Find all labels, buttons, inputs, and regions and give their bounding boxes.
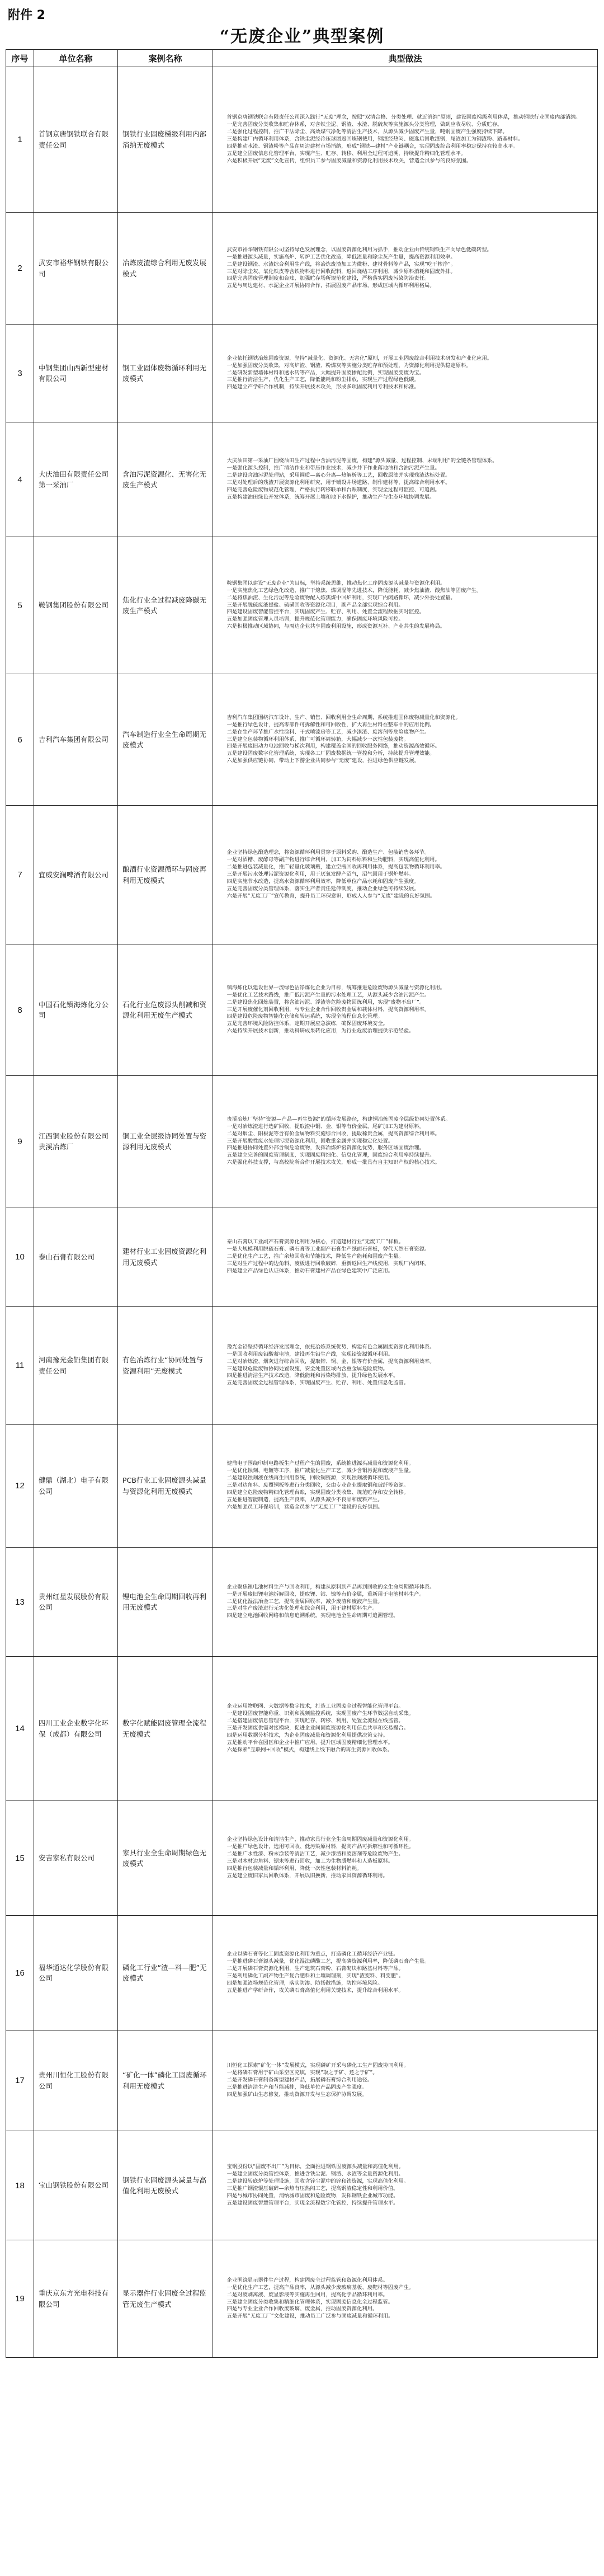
row-number: 6	[6, 674, 34, 806]
table-row	[6, 1657, 598, 1801]
practice-paragraph: 四是推行包装减量和循环利用，降低一次性包装材料消耗。	[226, 1865, 362, 1872]
typical-practice	[213, 537, 598, 674]
practice-paragraph: 二是对废剥离液、废显影液等实施再生回用，提高化学品循环利用率。	[226, 2291, 388, 2298]
case-name: 钢铁行业固废源头减量与高值化利用无废模式	[118, 2131, 213, 2240]
row-number: 13	[6, 1548, 34, 1657]
practice-paragraph: 一是完善固废分类收集和贮存体系，对含铁尘泥、钢渣、水渣、脱硫灰等实施源头分类管理，做到应收尽收、分质贮存。	[226, 121, 503, 128]
typical-practice	[213, 1207, 598, 1307]
typical-practice	[213, 674, 598, 806]
practice-paragraph: 二是推进包装减量化，推广轻量化玻璃瓶，建立空瓶回收再利用体系，提高包装物循环利用率。	[226, 864, 446, 871]
typical-practice	[213, 1307, 598, 1425]
practice-paragraph: 贵溪冶炼厂坚持“资源—产品—再生资源”的循环发展路径，构建铜冶炼固废全层级协同处置体系。	[226, 1116, 451, 1122]
row-number: 3	[6, 325, 34, 422]
row-number: 11	[6, 1307, 34, 1425]
practice-paragraph: 五是推动平台在园区和企业中推广应用，提升区域固废精细化管理水平。	[226, 1739, 394, 1746]
practice-paragraph: 三是建设危险废物协同处置设施，安全处置区域内含重金属危险废物。	[226, 1365, 388, 1372]
practice-paragraph: 五是完善环境风险防控体系，定期开展应急演练，确保固废环境安全。	[226, 1021, 388, 1027]
case-name: 汽车制造行业全生命周期无废模式	[118, 674, 213, 806]
table-row	[6, 67, 598, 213]
practice-paragraph: 企业以磷石膏等化工固废资源化利用为重点，打造磷化工循环经济产业链。	[226, 1951, 399, 1958]
unit-name: 宜威安澜啤酒有限公司	[34, 806, 118, 944]
row-number: 14	[6, 1657, 34, 1801]
practice-paragraph: 一是建立固废分类管控体系，推进含铁尘泥、钢渣、水渣等全量资源化利用。	[226, 2171, 404, 2178]
case-name: 含油污泥资源化、无害化无废生产模式	[118, 422, 213, 537]
unit-name: 中国石化镇海炼化分公司	[34, 944, 118, 1076]
practice-paragraph: 二是对冶炼渣、烟灰进行综合回收，提取锌、铜、金、银等有价金属，提高资源利用效率。	[226, 1358, 435, 1365]
table-row	[6, 2030, 598, 2131]
row-number: 2	[6, 213, 34, 325]
practice-paragraph: 三是开展污水处理污泥资源化利用，用于厌氧发酵产沼气，沼气回用于锅炉燃料。	[226, 871, 414, 878]
row-number: 7	[6, 806, 34, 944]
practice-paragraph: 吉利汽车集团围绕汽车设计、生产、销售、回收利用全生命周期，系统推进固体废物减量化和资源化。	[226, 714, 461, 721]
unit-name: 安吉家私有限公司	[34, 1801, 118, 1916]
practice-paragraph: 一是加强固废分类收集，对高炉渣、钢渣、粉煤灰等实施分类贮存和预处理，为资源化利用提供稳定原料。	[226, 362, 471, 369]
table-row	[6, 1801, 598, 1916]
typical-practice	[213, 67, 598, 213]
document-title: “无废企业”典型案例	[219, 27, 385, 46]
typical-practice	[213, 1657, 598, 1801]
practice-paragraph: 二是优化生产工艺，推广余热回收和节能技术，降低生产能耗和固废产生量。	[226, 1253, 404, 1260]
unit-name: 武安市裕华钢铁有限公司	[34, 213, 118, 325]
practice-paragraph: 五是构建油田绿色开发体系，统筹开展土壤和地下水保护，推动生产与生态环境协调发展。	[226, 493, 435, 500]
table-row	[6, 1207, 598, 1307]
practice-paragraph: 四是与专业企业合作回收废玻璃、废金属，推动固废资源化利用。	[226, 2306, 378, 2312]
practice-paragraph: 五是建设固废智慧管理平台，实现全流程数字化管控，持续提升管理水平。	[226, 2199, 399, 2206]
col-header-no: 序号	[6, 50, 34, 67]
row-number: 18	[6, 2131, 34, 2240]
table-row	[6, 2240, 598, 2358]
practice-paragraph: 一是推行绿色设计，提高零部件可拆解性和可回收性，扩大再生材料在整车中的应用比例。	[226, 721, 435, 728]
unit-name: 福华通达化学股份有限公司	[34, 1916, 118, 2030]
practice-paragraph: 四是与城市协同处置，消纳城市固废和危险废物，发挥钢铁企业城市功能。	[226, 2192, 399, 2199]
practice-paragraph: 六是强化科技支撑，与高校院所合作开展技术攻关，形成一批具有自主知识产权的核心技术。	[226, 1159, 440, 1166]
practice-paragraph: 五是加强固废管理人员培训，提升规范化管理能力，确保固废环境风险可控。	[226, 616, 404, 623]
row-number: 17	[6, 2030, 34, 2131]
table-row	[6, 537, 598, 674]
table-row	[6, 325, 598, 422]
practice-paragraph: 一是推进磷石膏源头减量，优化湿法磷酸工艺，提高磷资源利用率，降低磷石膏产生量。	[226, 1958, 430, 1965]
practice-paragraph: 泰山石膏以工业副产石膏资源化利用为核心，打造建材行业“无废工厂”样板。	[226, 1239, 404, 1245]
practice-paragraph: 二是建设焦化回炼装置，将含油污泥、浮渣等危险废物回炼利用，实现“废物不出厂”。	[226, 999, 425, 1005]
case-name: 数字化赋能固废管理全流程无废模式	[118, 1657, 213, 1801]
row-number: 16	[6, 1916, 34, 2030]
practice-paragraph: 一是建设固废智能称重、识别和视频监控系统，实现固废产生环节数据自动采集。	[226, 1710, 414, 1717]
case-name: 钢铁行业固废梯级利用内部消纳无废模式	[118, 67, 213, 213]
practice-paragraph: 四是完善固废管理制度和台账，加强贮存场所规范化建设，严格落实固废污染防治责任。	[226, 275, 430, 282]
practice-paragraph: 一是对冶炼渣进行选矿回收，提取渣中铜、金、银等有价金属，尾矿加工为建材原料。	[226, 1123, 424, 1130]
case-name: PCB行业工业固废源头减量与资源化利用无废模式	[118, 1425, 213, 1548]
row-number: 15	[6, 1801, 34, 1916]
practice-paragraph: 二是推广水性漆、粉末涂装等清洁工艺，减少漆渣和废溶剂等危险废物产生。	[226, 1851, 404, 1858]
practice-paragraph: 二是强化过程控制，推广干法除尘、高效煤气净化等清洁生产技术，从源头减少固废产生量，吨钢固废产生强度持续下降。	[226, 129, 508, 135]
practice-paragraph: 一是推广绿色设计，选用可回收、低污染原材料，提高产品可拆解性和可循环性。	[226, 1844, 414, 1850]
unit-name: 泰山石膏有限公司	[34, 1207, 118, 1307]
practice-paragraph: 二是建设蚀刻液在线再生回用系统，回收铜资源，实现蚀刻液循环使用。	[226, 1475, 394, 1482]
practice-paragraph: 三是对处理后的残渣开展资源化利用研究，用于铺设井场道路、制作建材等，提高综合利用水平。	[226, 480, 451, 486]
practice-paragraph: 三是开展酸性废水处理污泥资源化利用，回收重金属并实现稳定化处置。	[226, 1137, 394, 1144]
practice-paragraph: 四是加强矿山生态修复，推动资源开发与生态保护协调发展。	[226, 2091, 367, 2098]
unit-name: 鞍钢集团股份有限公司	[34, 537, 118, 674]
practice-paragraph: 三是利用磷化工副产物生产复合肥料和土壤调理剂，实现“渣变料、料变肥”。	[226, 1973, 404, 1979]
practice-paragraph: 四是运用数据分析技术，为企业固废减量和资源化利用提供决策支持。	[226, 1732, 388, 1738]
practice-paragraph: 四是建立危险废物精细化管理台账，实现固废分类收集、规范贮存和安全转移。	[226, 1489, 409, 1496]
row-number: 8	[6, 944, 34, 1076]
practice-paragraph: 四是建设固废智能管控平台，实现固废产生、贮存、利用、处置全流程数据实时监控。	[226, 609, 424, 615]
unit-name: 重庆京东方光电科技有限公司	[34, 2240, 118, 2358]
practice-paragraph: 一是强化源头控制，推广清洁作业和带压作业技术，减少井下作业落地油和含油污泥产生量。	[226, 465, 440, 472]
practice-paragraph: 二是开展磷石膏资源化利用，生产建筑石膏粉、石膏砌块和路基材料等产品。	[226, 1966, 404, 1972]
typical-practice	[213, 2030, 598, 2131]
case-name: 石化行业危废源头削减和资源化利用无废生产模式	[118, 944, 213, 1076]
unit-name: 江西铜业股份有限公司贵溪冶炼厂	[34, 1076, 118, 1207]
row-number: 12	[6, 1425, 34, 1548]
case-name: 锂电池全生命周期回收再利用无废模式	[118, 1548, 213, 1657]
practice-paragraph: 五是与周边建材、水泥企业开展协同合作，拓展固废产品市场，形成区域内循环利用格局。	[226, 283, 435, 289]
practice-paragraph: 二是研发新型墙体材料和透水砖等产品，大幅提升固废掺配比例，实现固废变废为宝。	[226, 369, 424, 376]
practice-paragraph: 企业围绕显示器件生产过程，构建固废全过程监管和资源化利用体系。	[226, 2277, 388, 2283]
practice-paragraph: 武安市裕华钢铁有限公司坚持绿色发展理念，以固废资源化利用为抓手，推动企业由传统钢铁生产向绿色低碳转型。	[226, 246, 492, 253]
row-number: 1	[6, 67, 34, 213]
practice-paragraph: 二是将焦油渣、生化污泥等危险废物配入炼焦煤中回炉利用，实现厂内闭路循环，减少外委处置量。	[226, 594, 456, 601]
practice-paragraph: 二是开发磷石膏制备新型建材产品，拓展磷石膏综合利用途径。	[226, 2077, 372, 2084]
practice-paragraph: 四是建设危险废物智能化仓储和转运系统，实现全流程信息化管理。	[226, 1013, 383, 1020]
practice-paragraph: 三是对生产过程中的边角料、废板进行回收破碎，重新返回生产线使用，实现厂内闭环。	[226, 1260, 430, 1267]
practice-paragraph: 企业坚持绿色酿造理念，将资源循环利用贯穿于原料采购、酿造生产、包装销售各环节。	[226, 849, 430, 856]
practice-paragraph: 五是开展“无废工厂”文化建设，推动员工广泛参与固废减量和循环利用。	[226, 2313, 394, 2320]
practice-paragraph: 二是在生产环节推广水性涂料、干式喷漆房等工艺，减少漆渣、废溶剂等危险废物产生。	[226, 728, 430, 735]
practice-paragraph: 豫光金铅坚持循环经济发展理念，依托冶炼系统优势，构建有色金属固废资源化利用体系。	[226, 1343, 435, 1350]
practice-paragraph: 五是完善固废全过程管理体系，实现固废产生、贮存、利用、处置信息化监管。	[226, 1380, 409, 1386]
practice-paragraph: 首钢京唐钢铁联合有限责任公司深入践行“无废”理念，按照“双清合格、分类处理、就近消纳”原则，建设固废梯级利用体系，推动钢铁行业固废内部消纳。	[226, 114, 581, 121]
practice-paragraph: 一是回收利用废铅酸蓄电池，建设再生铅生产线，实现铅资源循环利用。	[226, 1351, 394, 1357]
practice-paragraph: 企业运用物联网、大数据等数字技术，打造工业固废全过程智能化管理平台。	[226, 1703, 404, 1710]
unit-name: 贵州红星发展股份有限公司	[34, 1548, 118, 1657]
practice-paragraph: 一是优化生产工艺，提高产品良率，从源头减少废玻璃基板、废靶材等固废产生。	[226, 2284, 414, 2291]
case-name: 磷化工行业“渣—料—肥”无废模式	[118, 1916, 213, 2030]
practice-paragraph: 六是加强员工环保培训，营造全员参与“无废工厂”建设的良好氛围。	[226, 1503, 383, 1510]
unit-name: 首钢京唐钢铁联合有限责任公司	[34, 67, 118, 213]
practice-paragraph: 三是对木材边角料、锯末等进行回收，加工为生物质燃料和人造板原料。	[226, 1858, 394, 1864]
typical-practice	[213, 1801, 598, 1916]
practice-paragraph: 四是推进清洁生产技术改造，降低能耗和污染物排放，提升绿色发展水平。	[226, 1372, 399, 1379]
typical-practice	[213, 2240, 598, 2358]
practice-paragraph: 六是探索“互联网+回收”模式，构建线上线下融合的再生资源回收体系。	[226, 1746, 393, 1753]
table-header-row	[6, 50, 598, 67]
practice-paragraph: 三是对边角料、废覆铜板等进行分类回收，交由专业企业提取铜和玻纤等资源。	[226, 1482, 409, 1489]
practice-paragraph: 五是建立完善的固废管理制度，实现固废精细化、信息化管理，固废综合利用率持续提升。	[226, 1152, 435, 1159]
practice-paragraph: 六是加强供应链协同，带动上下游企业共同参与“无废”建设，推进绿色供应链发展。	[226, 758, 419, 764]
practice-paragraph: 宝钢股份以“固废不出厂”为目标，全面推进钢铁固废源头减量和高值化利用。	[226, 2164, 404, 2170]
practice-paragraph: 二是对烟尘、阳极泥等含有价金属物料实施综合回收，提取稀贵金属，提高资源综合利用率。	[226, 1130, 440, 1137]
practice-paragraph: 五是建立废旧家具回收体系，开展以旧换新，推动家具资源循环利用。	[226, 1872, 388, 1879]
typical-practice	[213, 1425, 598, 1548]
table-row	[6, 944, 598, 1076]
practice-paragraph: 一是大规模利用脱硫石膏、磷石膏等工业副产石膏生产纸面石膏板，替代天然石膏资源。	[226, 1246, 430, 1253]
practice-paragraph: 企业依托钢铁冶炼固废资源，坚持“减量化、资源化、无害化”原则，开展工业固废综合利用技术研发和产业化应用。	[226, 355, 493, 361]
row-number: 19	[6, 2240, 34, 2358]
practice-paragraph: 二是建设含油污泥处理站，采用调质—离心分离—热解析等工艺，回收原油并实现残渣达标处置。	[226, 472, 451, 479]
practice-paragraph: 五是推进产学研合作，攻关磷石膏高值化利用关键技术，提升综合利用水平。	[226, 1987, 404, 1994]
case-name: 家具行业全生命周期绿色无废模式	[118, 1801, 213, 1916]
practice-paragraph: 四是实施节水改造，提高水资源循环利用效率，降低单位产品水耗和固废产生强度。	[226, 878, 419, 885]
unit-name: 宝山钢铁股份有限公司	[34, 2131, 118, 2240]
practice-paragraph: 三是推广钢渣辊压破碎—余热有压热闷工艺，提高钢渣稳定性和利用价值。	[226, 2185, 399, 2192]
practice-paragraph: 三是开展脱硫废液提盐、硫磺回收等资源化项目，副产品全部实现综合利用。	[226, 601, 404, 608]
practice-paragraph: 企业聚焦锂电池材料生产与回收利用，构建从原料到产品再到回收的全生命周期循环体系。	[226, 1583, 435, 1590]
unit-name: 四川工业企业数字化环保（成都）有限公司	[34, 1657, 118, 1801]
practice-paragraph: 三是对除尘灰、氧化铁皮等含铁物料进行回收配料，返回烧结工序利用，减少原料消耗和固废外排。	[226, 268, 456, 275]
practice-paragraph: 鞍钢集团以建设“无废企业”为目标，坚持系统思维，推动焦化工序固废源头减量与资源化利用。	[226, 580, 446, 586]
practice-paragraph: 三是建立固废分类收集和精细化管理体系，实现固废信息化全过程监管。	[226, 2298, 394, 2305]
practice-paragraph: 健鼎电子围绕印制电路板生产过程产生的固废，系统推进源头减量和资源化利用。	[226, 1460, 414, 1467]
table-row	[6, 2131, 598, 2240]
practice-paragraph: 镇海炼化以建设世界一流绿色洁净炼化企业为目标，统筹推进危险废物源头减量与资源化利用。	[226, 984, 446, 991]
row-number: 5	[6, 537, 34, 674]
practice-paragraph: 六是积极开展“无废”文化宣传，组织员工参与固废减量和资源化利用技术攻关，营造全员参与的良好氛围。	[226, 157, 471, 164]
practice-paragraph: 三是对生产废渣进行无害化处理和综合利用，用于建材原料生产。	[226, 1605, 378, 1612]
table-row	[6, 213, 598, 325]
col-header-case: 案例名称	[118, 50, 213, 67]
attachment-label: 附件 2	[8, 8, 45, 22]
unit-name: 贵州川恒化工股份有限公司	[34, 2030, 118, 2131]
case-name: “矿化一体”磷化工固废循环利用无废模式	[118, 2030, 213, 2131]
case-name: 建材行业工业固废资源化利用无废模式	[118, 1207, 213, 1307]
practice-paragraph: 一是推进源头减量，实施高炉、转炉工艺优化改造，降低渣量和除尘灰产生量，提高资源利用效率。	[226, 253, 456, 260]
practice-paragraph: 三是推行清洁生产，优化生产工艺，降低能耗和粉尘排放，实现生产过程绿色低碳。	[226, 377, 419, 383]
practice-paragraph: 四是推进协同处置外部含铜危险废物，发挥冶炼炉窑资源化优势，服务区域固废治理。	[226, 1145, 424, 1151]
practice-paragraph: 四是建立电池回收网络和信息追溯系统，实现电池全生命周期可追溯管理。	[226, 1613, 399, 1619]
table-row	[6, 1916, 598, 2030]
practice-paragraph: 二是搭建固废信息管理平台，实现贮存、转移、利用、处置全流程在线监管。	[226, 1718, 404, 1724]
typical-practice	[213, 2131, 598, 2240]
row-number: 9	[6, 1076, 34, 1207]
unit-name: 健鼎（湖北）电子有限公司	[34, 1425, 118, 1548]
practice-paragraph: 五是完善固废分类管理体系，落实生产者责任延伸制度，推动企业绿色可持续发展。	[226, 885, 419, 892]
practice-paragraph: 五是建设固废数字化管理系统，实现各工厂固废数据统一管控和分析，持续提升管理效能。	[226, 750, 435, 757]
practice-paragraph: 一是优化蚀刻、电镀等工序，推广减量化生产工艺，减少含铜污泥和废液产生量。	[226, 1468, 414, 1474]
table-row	[6, 1425, 598, 1548]
table-row	[6, 1548, 598, 1657]
practice-paragraph: 四是推动水渣、钢渣粉等产品在周边建材市场消纳，形成“钢铁—建材”产业链耦合，实现固废综合利用率稳定保持在较高水平。	[226, 143, 518, 149]
practice-paragraph: 三是开展废催化剂回收利用，与专业企业合作回收贵金属和载体材料，提高资源利用率。	[226, 1006, 430, 1013]
practice-paragraph: 四是加强渣场规范化管理，落实防渗、防扬散措施，防控环境风险。	[226, 1980, 383, 1986]
practice-paragraph: 一是开展废旧锂电池拆解回收，提取锂、钴、镍等有价金属，重新用于电池材料生产。	[226, 1591, 424, 1597]
practice-paragraph: 一是对酒糟、废酵母等副产物进行综合利用，加工为饲料原料和生物肥料，实现高值化利用。	[226, 857, 440, 863]
unit-name: 大庆油田有限责任公司第一采油厂	[34, 422, 118, 537]
practice-paragraph: 企业坚持绿色设计和清洁生产，推动家具行业全生命周期固废减量和资源化利用。	[226, 1836, 414, 1843]
row-number: 10	[6, 1207, 34, 1307]
table-row	[6, 422, 598, 537]
practice-paragraph: 六是持续开展技术创新，推动科研成果转化应用，为行业危废治理提供示范经验。	[226, 1028, 414, 1035]
case-name: 钢工业固体废物循环利用无废模式	[118, 325, 213, 422]
practice-paragraph: 三是推进清洁生产和节能减排，降低单位产品固废产生强度。	[226, 2084, 367, 2090]
practice-paragraph: 二是建设转底炉等处理设施，回收含锌尘泥中的锌和铁资源，实现高值化利用。	[226, 2178, 409, 2185]
table-row	[6, 1307, 598, 1425]
practice-paragraph: 五是推进智能制造，提高生产良率，从源头减少不良品和废料产生。	[226, 1496, 383, 1503]
row-number: 4	[6, 422, 34, 537]
typical-practice	[213, 325, 598, 422]
practice-paragraph: 三是开发固废供需对接模块，促进企业间固废资源化利用信息共享和交易撮合。	[226, 1725, 409, 1732]
typical-practice	[213, 1916, 598, 2030]
col-header-unit: 单位名称	[34, 50, 118, 67]
typical-practice	[213, 1076, 598, 1207]
practice-paragraph: 大庆油田第一采油厂围绕油田生产过程中含油污泥等固废，构建“源头减量、过程控制、末端利用”的全链条管理体系。	[226, 458, 498, 464]
practice-paragraph: 四是开展废旧动力电池回收与梯次利用，构建覆盖全国的回收服务网络，推动资源高效循环。	[226, 743, 440, 750]
practice-paragraph: 一是优化工艺技术路线，推广低污泥产生量的污水处理工艺，从源头减少含油污泥产生。	[226, 991, 430, 998]
case-name: 有色冶炼行业“协同处置与资源利用”无废模式	[118, 1307, 213, 1425]
typical-practice	[213, 422, 598, 537]
table-row	[6, 674, 598, 806]
typical-practice	[213, 1548, 598, 1657]
practice-paragraph: 三是构建厂内循环利用体系，含铁尘泥经冷压球团返回炼钢使用，钢渣经热闷、磁选后回收渣钢，尾渣加工为钢渣粉、路基材料。	[226, 136, 523, 143]
typical-practice	[213, 944, 598, 1076]
practice-paragraph: 四是建立产学研合作机制，持续开展技术攻关，形成多项固废利用专利技术和标准。	[226, 384, 419, 391]
cases-table	[6, 49, 598, 2358]
unit-name: 吉利汽车集团有限公司	[34, 674, 118, 806]
table-row	[6, 806, 598, 944]
practice-paragraph: 六是积极推动区域协同，与周边企业共享固废利用设施，形成资源互补、产业共生的发展格局。	[226, 623, 446, 630]
practice-paragraph: 一是将磷石膏用于矿山采空区充填，实现“取之于矿、还之于矿”。	[226, 2070, 378, 2076]
practice-paragraph: 二是建设钢渣、水渣综合利用生产线，将冶炼废渣加工为微粉、建材骨料等产品，实现“吃干榨净”。	[226, 261, 456, 267]
practice-paragraph: 五是建立固废信息化管理平台，实现产生、贮存、转移、利用全过程可追溯，持续提升精细化管理水平。	[226, 150, 466, 157]
table-row	[6, 1076, 598, 1207]
case-name: 焦化行业全过程减废降碳无废生产模式	[118, 537, 213, 674]
practice-paragraph: 一是实施焦化工艺绿色化改造，推广干熄焦、煤调湿等先进技术，降低能耗，减少焦油渣、酸焦油等固废产生。	[226, 587, 482, 594]
practice-paragraph: 川恒化工探索“矿化一体”发展模式，实现磷矿开采与磷化工生产固废协同利用。	[226, 2062, 409, 2069]
case-name: 酿酒行业资源循环与固废再利用无废模式	[118, 806, 213, 944]
col-header-practice: 典型做法	[213, 50, 598, 67]
unit-name: 河南豫光金铅集团有限责任公司	[34, 1307, 118, 1425]
case-name: 冶炼废渣综合利用无废发展模式	[118, 213, 213, 325]
case-name: 显示器件行业固废全过程监管无废生产模式	[118, 2240, 213, 2358]
typical-practice	[213, 213, 598, 325]
case-name: 铜工业全层级协同处置与资源利用无废模式	[118, 1076, 213, 1207]
practice-paragraph: 六是开展“无废工厂”宣传教育，提升员工环保意识，形成人人参与“无废”建设的良好氛围。	[226, 892, 436, 899]
practice-paragraph: 四是建立产品绿色认证体系，推动石膏建材产品在绿色建筑中广泛应用。	[226, 1267, 394, 1274]
unit-name: 中钢集团山西新型建材有限公司	[34, 325, 118, 422]
practice-paragraph: 三是建立包装物循环利用体系，推广可循环周转箱，大幅减少一次性包装废物。	[226, 736, 409, 742]
typical-practice	[213, 806, 598, 944]
practice-paragraph: 四是完善危险废物规范化管理，严格执行转移联单和台账制度，实现全过程可监控、可追溯。	[226, 486, 440, 493]
practice-paragraph: 二是优化湿法冶金工艺，提高金属回收率，减少废渣和废液产生量。	[226, 1598, 383, 1605]
